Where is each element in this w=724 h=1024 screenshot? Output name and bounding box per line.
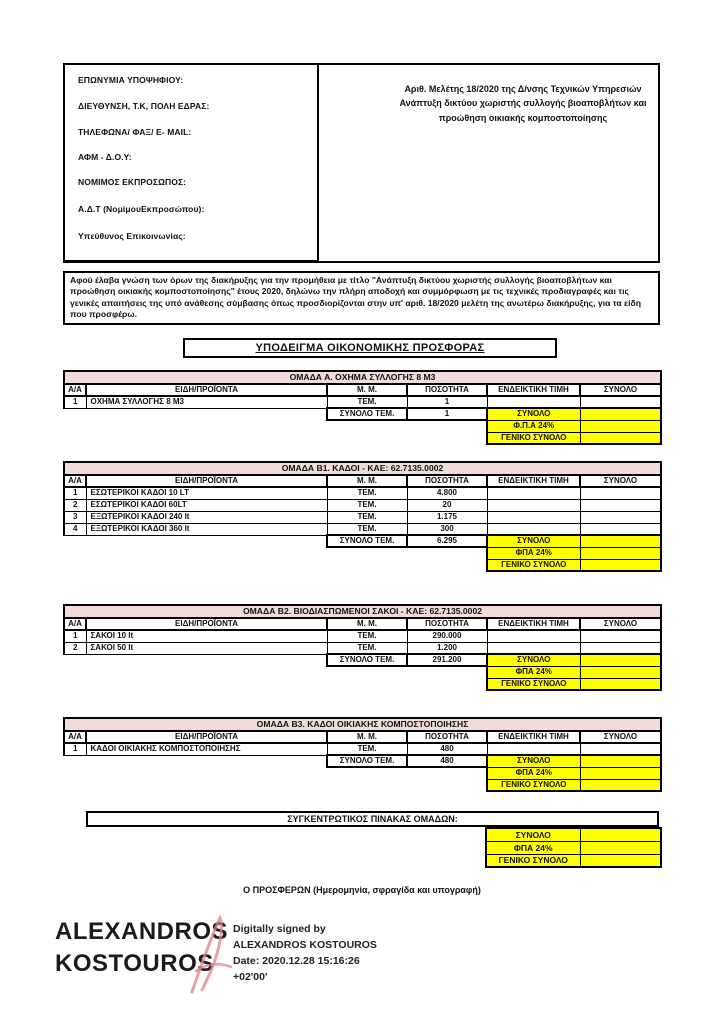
grand-label-cell: ΓΕΝΙΚΟ ΣΥΝΟΛΟ: [487, 432, 580, 444]
table-row: [64, 487, 661, 499]
unit-price-cell[interactable]: [487, 523, 580, 535]
column-header-total: ΣΥΝΟΛΟ: [580, 475, 661, 487]
unit-price-cell[interactable]: [487, 396, 580, 408]
unit-price-cell[interactable]: [487, 743, 580, 755]
sum-label-cell: ΣΥΝΟΛΟ: [487, 654, 580, 666]
vat-label-cell: Φ.Π.Α 24%: [487, 420, 580, 432]
column-header-aa: Α/Α: [64, 618, 86, 630]
qty-cell: 1.175: [407, 511, 487, 523]
sum-value-cell[interactable]: [580, 408, 661, 420]
column-header-total: ΣΥΝΟΛΟ: [580, 384, 661, 396]
vat-value-cell[interactable]: [580, 666, 661, 678]
sum-label-cell: ΣΥΝΟΛΟ: [487, 755, 580, 767]
aa-cell: 1: [64, 743, 86, 755]
digital-signature-line: +02'00': [233, 971, 268, 983]
sum-tem-qty-cell: 291.200: [407, 654, 487, 666]
digital-signature-line: Digitally signed by: [233, 923, 326, 935]
table-row: [64, 499, 661, 511]
grand-total-row: [64, 559, 661, 571]
column-header-unit: Μ. Μ.: [327, 475, 407, 487]
study-reference-line: προώθηση οικιακής κομποστοποίησης: [438, 112, 608, 123]
vat-value-cell[interactable]: [580, 547, 661, 559]
group-b3-table: [63, 717, 662, 792]
sum-label-cell: ΣΥΝΟΛΟ: [487, 408, 580, 420]
group-title: ΟΜΑΔΑ Β3. ΚΑΔΟΙ ΟΙΚΙΑΚΗΣ ΚΟΜΠΟΣΤΟΠΟΙΗΣΗΣ: [64, 718, 661, 731]
column-header-price: ΕΝΔΕΙΚΤΙΚΗ ΤΙΜΗ: [487, 618, 580, 630]
summary-title-box: ΣΥΓΚΕΝΤΡΩΤΙΚΟΣ ΠΙΝΑΚΑΣ ΟΜΑΔΩΝ:: [86, 811, 659, 827]
signature-flourish-icon: [186, 914, 234, 996]
item-name-cell: ΚΑΔΟΙ ΟΙΚΙΑΚΗΣ ΚΟΜΠΟΣΤΟΠΟΙΗΣΗΣ: [86, 743, 327, 755]
column-header-total: ΣΥΝΟΛΟ: [580, 618, 661, 630]
sum-tem-qty-cell: 1: [407, 408, 487, 420]
grand-value-cell[interactable]: [580, 678, 661, 690]
grand-label-cell: ΓΕΝΙΚΟ ΣΥΝΟΛΟ: [487, 678, 580, 690]
vat-row: [64, 547, 661, 559]
aa-cell: 4: [64, 523, 86, 535]
digital-signature-line: ALEXANDROS KOSTOUROS: [233, 939, 377, 951]
sum-value-cell[interactable]: [580, 535, 661, 547]
grand-label-cell: ΓΕΝΙΚΟ ΣΥΝΟΛΟ: [486, 854, 580, 867]
group-b1-table: [63, 461, 662, 572]
line-total-cell[interactable]: [580, 743, 661, 755]
study-reference-line: Ανάπτυξη δικτύου χωριστής συλλογής βιοαποβλήτων και: [399, 98, 647, 109]
line-total-cell[interactable]: [580, 511, 661, 523]
qty-cell: 20: [407, 499, 487, 511]
summary-totals-table: [485, 827, 662, 868]
summary-grand-row: [486, 854, 661, 867]
grand-total-row: [64, 779, 661, 791]
summary-sum-row: [486, 828, 661, 841]
column-header-qty: ΠΟΣΟΤΗΤΑ: [407, 384, 487, 396]
vat-value-cell[interactable]: [580, 841, 661, 854]
column-header-aa: Α/Α: [64, 384, 86, 396]
study-reference-text: [387, 82, 659, 125]
vat-row: [64, 767, 661, 779]
line-total-cell[interactable]: [580, 499, 661, 511]
table-row: [64, 630, 661, 642]
sum-tem-label-cell: ΣΥΝΟΛΟ ΤΕΜ.: [327, 535, 407, 547]
sum-value-cell[interactable]: [580, 828, 661, 841]
sum-label-cell: ΣΥΝΟΛΟ: [486, 828, 580, 841]
group-b2-table: [63, 604, 662, 691]
totals-row: [64, 535, 661, 547]
aa-cell: 1: [64, 396, 86, 408]
vat-value-cell[interactable]: [580, 420, 661, 432]
aa-cell: 3: [64, 511, 86, 523]
column-header-items: ΕΙΔΗ/ΠΡΟΪΟΝΤΑ: [86, 618, 327, 630]
aa-cell: 1: [64, 630, 86, 642]
column-header-items: ΕΙΔΗ/ΠΡΟΪΟΝΤΑ: [86, 384, 327, 396]
item-name-cell: ΟΧΗΜΑ ΣΥΛΛΟΓΗΣ 8 Μ3: [86, 396, 327, 408]
item-name-cell: ΣΑΚΟΙ 10 lt: [86, 630, 327, 642]
table-row: [64, 642, 661, 654]
unit-cell: ΤΕΜ.: [327, 487, 407, 499]
column-header-qty: ΠΟΣΟΤΗΤΑ: [407, 731, 487, 743]
line-total-cell[interactable]: [580, 630, 661, 642]
grand-value-cell[interactable]: [580, 559, 661, 571]
column-header-price: ΕΝΔΕΙΚΤΙΚΗ ΤΙΜΗ: [487, 384, 580, 396]
grand-total-row: [64, 432, 661, 444]
candidate-field-label: ΕΠΩΝΥΜΙΑ ΥΠΟΨΗΦΙΟΥ:: [78, 75, 184, 85]
unit-price-cell[interactable]: [487, 630, 580, 642]
candidate-field-label: ΝΟΜΙΜΟΣ ΕΚΠΡΟΣΩΠΟΣ:: [78, 177, 187, 187]
item-name-cell: ΣΑΚΟΙ 50 lt: [86, 642, 327, 654]
vat-label-cell: ΦΠΑ 24%: [487, 767, 580, 779]
column-header-total: ΣΥΝΟΛΟ: [580, 731, 661, 743]
aa-cell: 1: [64, 487, 86, 499]
column-header-aa: Α/Α: [64, 731, 86, 743]
unit-price-cell[interactable]: [487, 487, 580, 499]
vat-label-cell: ΦΠΑ 24%: [487, 666, 580, 678]
aa-cell: 2: [64, 642, 86, 654]
line-total-cell[interactable]: [580, 523, 661, 535]
unit-cell: ΤΕΜ.: [327, 630, 407, 642]
grand-value-cell[interactable]: [580, 779, 661, 791]
unit-price-cell[interactable]: [487, 499, 580, 511]
document-title-box: [183, 338, 557, 358]
unit-cell: ΤΕΜ.: [327, 499, 407, 511]
qty-cell: 300: [407, 523, 487, 535]
column-header-price: ΕΝΔΕΙΚΤΙΚΗ ΤΙΜΗ: [487, 731, 580, 743]
offeror-signature-caption: Ο ΠΡΟΣΦΕΡΩΝ (Ημερομηνία, σφραγίδα και υπογραφή): [243, 885, 481, 895]
sum-label-cell: ΣΥΝΟΛΟ: [487, 535, 580, 547]
unit-cell: ΤΕΜ.: [327, 511, 407, 523]
unit-price-cell[interactable]: [487, 642, 580, 654]
unit-cell: ΤΕΜ.: [327, 523, 407, 535]
item-name-cell: ΕΞΩΤΕΡΙΚΟΙ ΚΑΔΟΙ 360 lt: [86, 523, 327, 535]
column-header-qty: ΠΟΣΟΤΗΤΑ: [407, 475, 487, 487]
qty-cell: 4.800: [407, 487, 487, 499]
sum-value-cell[interactable]: [580, 755, 661, 767]
vat-label-cell: ΦΠΑ 24%: [487, 547, 580, 559]
column-header-aa: Α/Α: [64, 475, 86, 487]
column-header-items: ΕΙΔΗ/ΠΡΟΪΟΝΤΑ: [86, 731, 327, 743]
line-total-cell[interactable]: [580, 642, 661, 654]
candidate-field-label: ΔΙΕΥΘΥΝΣΗ, Τ.Κ, ΠΟΛΗ ΕΔΡΑΣ:: [78, 101, 210, 111]
group-title: ΟΜΑΔΑ Β2. ΒΙΟΔΙΑΣΠΩΜΕΝΟΙ ΣΑΚΟΙ - ΚΑΕ: 62.7135.0002: [64, 605, 661, 618]
digital-signature-details: [233, 921, 413, 985]
table-row: [64, 511, 661, 523]
sum-tem-qty-cell: 480: [407, 755, 487, 767]
column-header-items: ΕΙΔΗ/ΠΡΟΪΟΝΤΑ: [86, 475, 327, 487]
unit-cell: ΤΕΜ.: [327, 642, 407, 654]
signer-name-line: KOSTOUROS: [55, 950, 214, 977]
table-row: [64, 523, 661, 535]
digital-signature-line: Date: 2020.12.28 15:16:26: [233, 955, 360, 967]
candidate-field-label: ΑΦΜ - Δ.Ο.Υ:: [78, 152, 132, 162]
column-header-qty: ΠΟΣΟΤΗΤΑ: [407, 618, 487, 630]
line-total-cell[interactable]: [580, 487, 661, 499]
sum-tem-qty-cell: 6.295: [407, 535, 487, 547]
totals-row: [64, 408, 661, 420]
candidate-field-label: Α.Δ.Τ (ΝομίμουΕκπροσώπου):: [78, 204, 205, 214]
table-row: [64, 396, 661, 408]
column-header-unit: Μ. Μ.: [327, 731, 407, 743]
qty-cell: 1: [407, 396, 487, 408]
totals-row: [64, 755, 661, 767]
group-a-table: [63, 370, 662, 445]
aa-cell: 2: [64, 499, 86, 511]
candidate-field-label: ΤΗΛΕΦΩΝΑ/ ΦΑΞ/ E- MAIL:: [78, 127, 192, 137]
signer-name-line: ALEXANDROS: [55, 918, 229, 945]
vat-value-cell[interactable]: [580, 767, 661, 779]
vat-row: [64, 420, 661, 432]
item-name-cell: ΕΞΩΤΕΡΙΚΟΙ ΚΑΔΟΙ 240 lt: [86, 511, 327, 523]
column-header-unit: Μ. Μ.: [327, 618, 407, 630]
candidate-field-label: Υπεύθυνος Επικοινωνίας:: [78, 231, 186, 241]
grand-label-cell: ΓΕΝΙΚΟ ΣΥΝΟΛΟ: [487, 779, 580, 791]
unit-cell: ΤΕΜ.: [327, 396, 407, 408]
grand-label-cell: ΓΕΝΙΚΟ ΣΥΝΟΛΟ: [487, 559, 580, 571]
sum-tem-label-cell: ΣΥΝΟΛΟ ΤΕΜ.: [327, 408, 407, 420]
study-reference-line: Αριθ. Μελέτης 18/2020 της Δ/νσης Τεχνικών Υπηρεσιών: [404, 84, 642, 94]
unit-cell: ΤΕΜ.: [327, 743, 407, 755]
sum-tem-label-cell: ΣΥΝΟΛΟ ΤΕΜ.: [327, 755, 407, 767]
column-header-unit: Μ. Μ.: [327, 384, 407, 396]
line-total-cell[interactable]: [580, 396, 661, 408]
qty-cell: 290.000: [407, 630, 487, 642]
grand-value-cell[interactable]: [580, 854, 661, 867]
candidate-info-box: [63, 63, 319, 262]
table-row: [64, 743, 661, 755]
grand-value-cell[interactable]: [580, 432, 661, 444]
unit-price-cell[interactable]: [487, 511, 580, 523]
grand-total-row: [64, 678, 661, 690]
totals-row: [64, 654, 661, 666]
declaration-paragraph: Αφού έλαβα γνώση των όρων της διακήρυξης για την προμήθεια με τίτλο "Ανάπτυξη δικτύου χωριστής συλλογής βιοαποβλήτων και προώθηση οικιακής κομποστοποίησης" έτους 2020, δηλώνω την πλήρη αποδοχή και συμμόρφωση με τις τεχνικές προδιαγραφές και τις γενικές απαιτήσεις της υπό ανάθεσης σύμβασης όπως προσδιορίζονται στην υπ' αριθ. 18/2020 μελέτη της ανωτέρω διακήρυξης, για τα είδη που προσφέρω.: [63, 271, 660, 325]
summary-vat-row: [486, 841, 661, 854]
sum-value-cell[interactable]: [580, 654, 661, 666]
group-title: ΟΜΑΔΑ Α. ΟΧΗΜΑ ΣΥΛΛΟΓΗΣ 8 Μ3: [64, 371, 661, 384]
page-title: ΥΠΟΔΕΙΓΜΑ ΟΙΚΟΝΟΜΙΚΗΣ ΠΡΟΣΦΟΡΑΣ: [255, 342, 485, 354]
item-name-cell: ΕΣΩΤΕΡΙΚΟΙ ΚΑΔΟΙ 10 LT: [86, 487, 327, 499]
vat-label-cell: ΦΠΑ 24%: [486, 841, 580, 854]
vat-row: [64, 666, 661, 678]
item-name-cell: ΕΣΩΤΕΡΙΚΟΙ ΚΑΔΟΙ 60LT: [86, 499, 327, 511]
sum-tem-label-cell: ΣΥΝΟΛΟ ΤΕΜ.: [327, 654, 407, 666]
header-section-box: [63, 63, 660, 263]
column-header-price: ΕΝΔΕΙΚΤΙΚΗ ΤΙΜΗ: [487, 475, 580, 487]
group-title: ΟΜΑΔΑ Β1. ΚΑΔΟΙ - ΚΑΕ: 62.7135.0002: [64, 462, 661, 475]
qty-cell: 1.200: [407, 642, 487, 654]
qty-cell: 480: [407, 743, 487, 755]
